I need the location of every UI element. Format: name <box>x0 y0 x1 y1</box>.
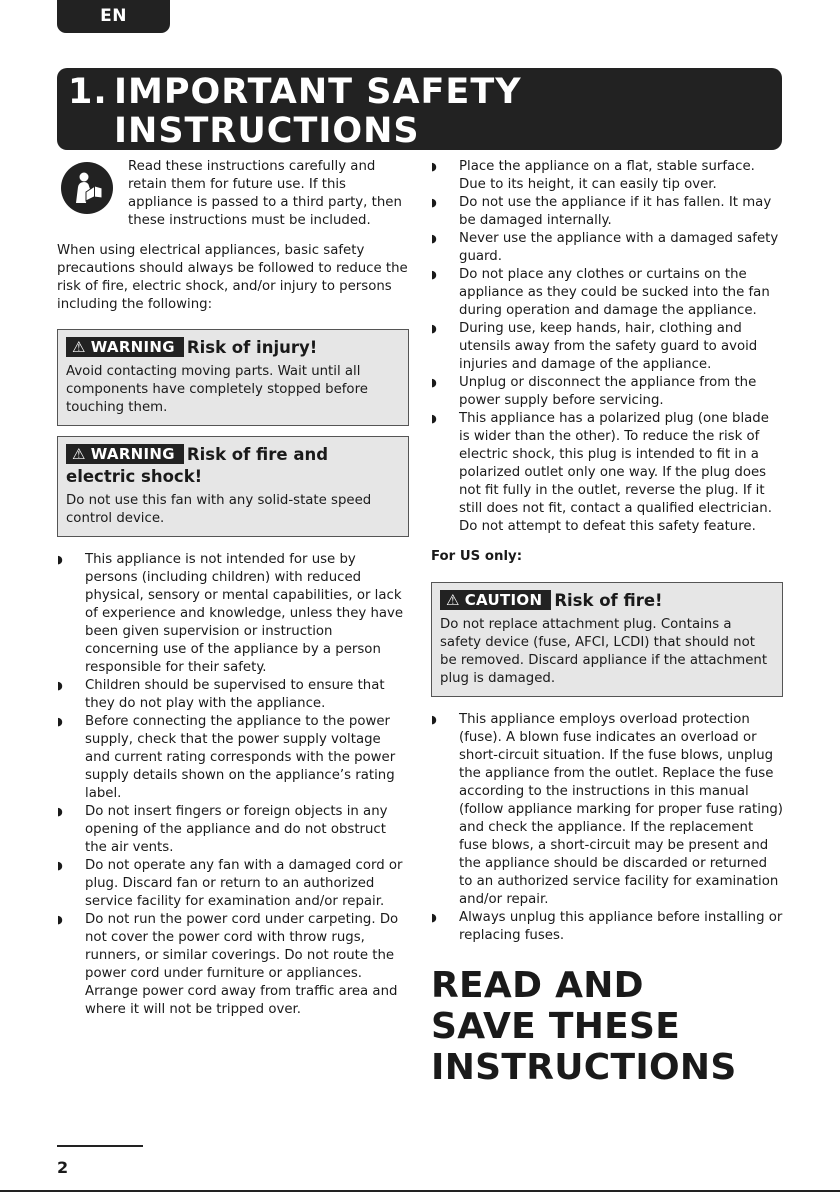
us-bullet-list <box>431 711 783 945</box>
warning-tag: ⚠ WARNING <box>66 444 184 464</box>
page-number-rule <box>57 1145 143 1147</box>
list-item: ◗ Do not operate any fan with a damaged cord or plug. Discard fan or return to an authorized service facility for examination and/or repair. <box>57 858 403 909</box>
warning-triangle-icon: ⚠ <box>446 591 460 609</box>
left-column <box>57 158 409 1019</box>
intro-block <box>57 158 409 230</box>
list-item: ◗ Do not insert fingers or foreign objects in any opening of the appliance and do not obstruct the air vents. <box>57 804 388 855</box>
warning-title: Risk of injury! <box>186 338 318 357</box>
bullet-icon: ◗ <box>57 859 63 872</box>
warning-box-fire-shock <box>57 436 409 537</box>
read-and-save-heading: READ AND SAVE THESE INSTRUCTIONS <box>431 965 737 1088</box>
caution-box-fire <box>431 582 783 697</box>
bullet-icon: ◗ <box>431 322 437 335</box>
page-number: 2 <box>57 1158 69 1177</box>
bullet-icon: ◗ <box>57 553 63 566</box>
caution-body: Do not replace attachment plug. Contains a safety device (fuse, AFCI, LCDI) that should not be removed. Discard appliance if the attachment plug is damaged. <box>440 617 768 686</box>
list-item: ◗ During use, keep hands, hair, clothing and utensils away from the safety guard to avoid injuries and damage of the appliance. <box>431 321 758 372</box>
list-item: ◗ Do not place any clothes or curtains on the appliance as they could be sucked into the fan during operation and damage the appliance. <box>431 267 770 318</box>
bullet-icon: ◗ <box>431 160 437 173</box>
list-item: ◗ Place the appliance on a flat, stable surface. Due to its height, it can easily tip over. <box>431 159 755 192</box>
list-item: ◗ Unplug or disconnect the appliance from the power supply before servicing. <box>431 375 757 408</box>
list-item: ◗ This appliance employs overload protection (fuse). A blown fuse indicates an overload or short-circuit situation. If the fuse blows, unplug the appliance from the outlet. Replace the fuse according to the instructions in this manual (follow appliance marking for proper fuse rating) and check the appliance. If the replacement fuse blows, a short-circuit may be present and the appliance should be discarded or returned to an authorized service facility for examination and/or repair. <box>431 712 783 907</box>
intro-text: Read these instructions carefully and retain them for future use. If this appliance is passed to a third party, then these instructions must be included. <box>128 159 402 228</box>
bullet-icon: ◗ <box>431 232 437 245</box>
list-item: ◗ This appliance is not intended for use by persons (including children) with reduced physical, sensory or mental capabilities, or lack of experience and knowledge, unless they have been given supervision or instruction concerning use of the appliance by a person responsible for their safety. <box>57 552 404 675</box>
section-number: 1. <box>68 72 108 112</box>
list-item: ◗ Always unplug this appliance before installing or replacing fuses. <box>431 910 783 943</box>
left-bullet-list <box>57 551 409 1019</box>
bullet-icon: ◗ <box>431 196 437 209</box>
list-item: ◗ Do not use the appliance if it has fallen. It may be damaged internally. <box>431 195 772 228</box>
right-bullet-list <box>431 158 783 536</box>
bullet-icon: ◗ <box>431 412 437 425</box>
list-item: ◗ Before connecting the appliance to the power supply, check that the power supply voltage and current rating corresponds with the power supply details shown on the appliance’s rating label. <box>57 714 396 801</box>
right-column <box>431 158 783 1088</box>
list-item: ◗ Never use the appliance with a damaged safety guard. <box>431 231 779 264</box>
bullet-icon: ◗ <box>57 913 63 926</box>
bullet-icon: ◗ <box>57 715 63 728</box>
bullet-icon: ◗ <box>431 268 437 281</box>
bullet-icon: ◗ <box>57 679 63 692</box>
section-title <box>57 68 782 150</box>
bullet-icon: ◗ <box>431 911 437 924</box>
bullet-icon: ◗ <box>431 713 437 726</box>
general-precautions-text: When using electrical appliances, basic safety precautions should always be followed to reduce the risk of fire, electric shock, and/or injury to persons including the following: <box>57 243 408 312</box>
warning-body: Do not use this fan with any solid-state speed control device. <box>66 493 372 526</box>
us-only-heading: For US only: <box>431 549 523 564</box>
bullet-icon: ◗ <box>431 376 437 389</box>
read-manual-icon <box>61 162 113 214</box>
section-title-text: IMPORTANT SAFETY INSTRUCTIONS <box>114 72 522 151</box>
warning-tag: ⚠ WARNING <box>66 337 184 357</box>
list-item: ◗ Children should be supervised to ensure that they do not play with the appliance. <box>57 678 385 711</box>
list-item: ◗ This appliance has a polarized plug (one blade is wider than the other). To reduce the risk of electric shock, this plug is intended to fit in a polarized outlet only one way. If the plug does not fit fully in the outlet, reverse the plug. If it still does not fit, contact a qualified electrician. Do not attempt to defeat this safety feature. <box>431 411 772 534</box>
caution-tag: ⚠ CAUTION <box>440 590 551 610</box>
language-tab: EN <box>57 0 170 33</box>
bullet-icon: ◗ <box>57 805 63 818</box>
list-item: ◗ Do not run the power cord under carpeting. Do not cover the power cord with throw rugs, runners, or similar coverings. Do not route the power cord under furniture or appliances. Arrange power cord away from traffic area and where it will not be tripped over. <box>57 912 399 1017</box>
warning-title: Risk of fire and electric shock! <box>66 445 329 486</box>
warning-triangle-icon: ⚠ <box>72 338 86 356</box>
warning-triangle-icon: ⚠ <box>72 445 86 463</box>
caution-title: Risk of fire! <box>554 591 663 610</box>
warning-box-injury <box>57 329 409 426</box>
warning-body: Avoid contacting moving parts. Wait until all components have completely stopped before touching them. <box>66 364 368 415</box>
